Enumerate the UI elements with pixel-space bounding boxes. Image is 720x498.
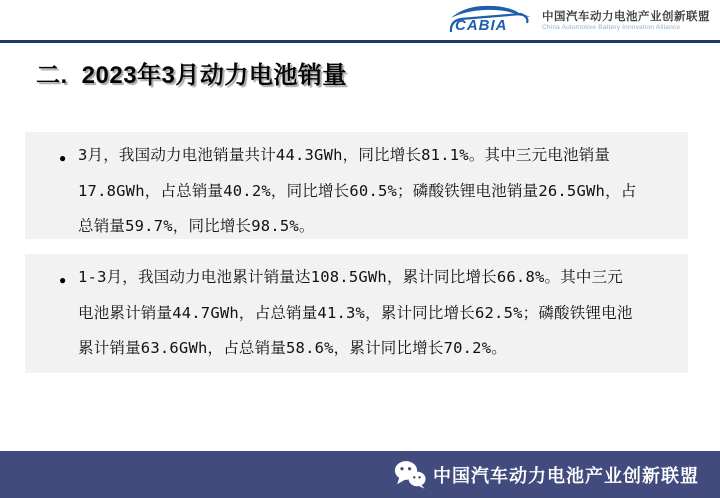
cabia-brand-text: CABIA: [455, 17, 508, 34]
header-divider: [0, 40, 720, 43]
header: [0, 0, 720, 40]
cabia-logo: [449, 5, 710, 37]
bullet-icon: ●: [59, 151, 67, 165]
summary-box-march: [25, 132, 688, 239]
summary-box-cumulative: [25, 254, 688, 373]
text-line: 17.8GWh，占总销量40.2%，同比增长60.5%；磷酸铁锂电池销量26.5GWh，占: [78, 181, 637, 200]
logo-name-en: China Automotive Battery Innovation Alliance: [542, 23, 681, 31]
cabia-logo-mark: [449, 5, 533, 37]
wechat-icon: [394, 460, 426, 489]
footer-bar: [0, 451, 720, 498]
summary-cumulative-text: [78, 260, 670, 367]
text-line: 1-3月，我国动力电池累计销量达108.5GWh，累计同比增长66.8%。其中三元: [78, 268, 624, 286]
text-line: 3月，我国动力电池销量共计44.3GWh，同比增长81.1%。其中三元电池销量: [78, 146, 611, 164]
bullet-icon: ●: [59, 273, 67, 287]
summary-march-text: [78, 138, 670, 245]
title-text: 2023年3月动力电池销量: [81, 62, 347, 89]
footer-org-name: 中国汽车动力电池产业创新联盟: [433, 466, 699, 486]
page-title: [36, 55, 347, 90]
text-line: 电池累计销量44.7GWh，占总销量41.3%，累计同比增长62.5%；磷酸铁锂电池: [78, 303, 633, 322]
logo-names: [542, 11, 710, 32]
title-section-number: 二.: [36, 62, 68, 89]
logo-name-cn: 中国汽车动力电池产业创新联盟: [542, 10, 710, 23]
text-line: 总销量59.7%，同比增长98.5%。: [78, 217, 315, 235]
text-line: 累计销量63.6GWh，占总销量58.6%，累计同比增长70.2%。: [78, 339, 507, 357]
